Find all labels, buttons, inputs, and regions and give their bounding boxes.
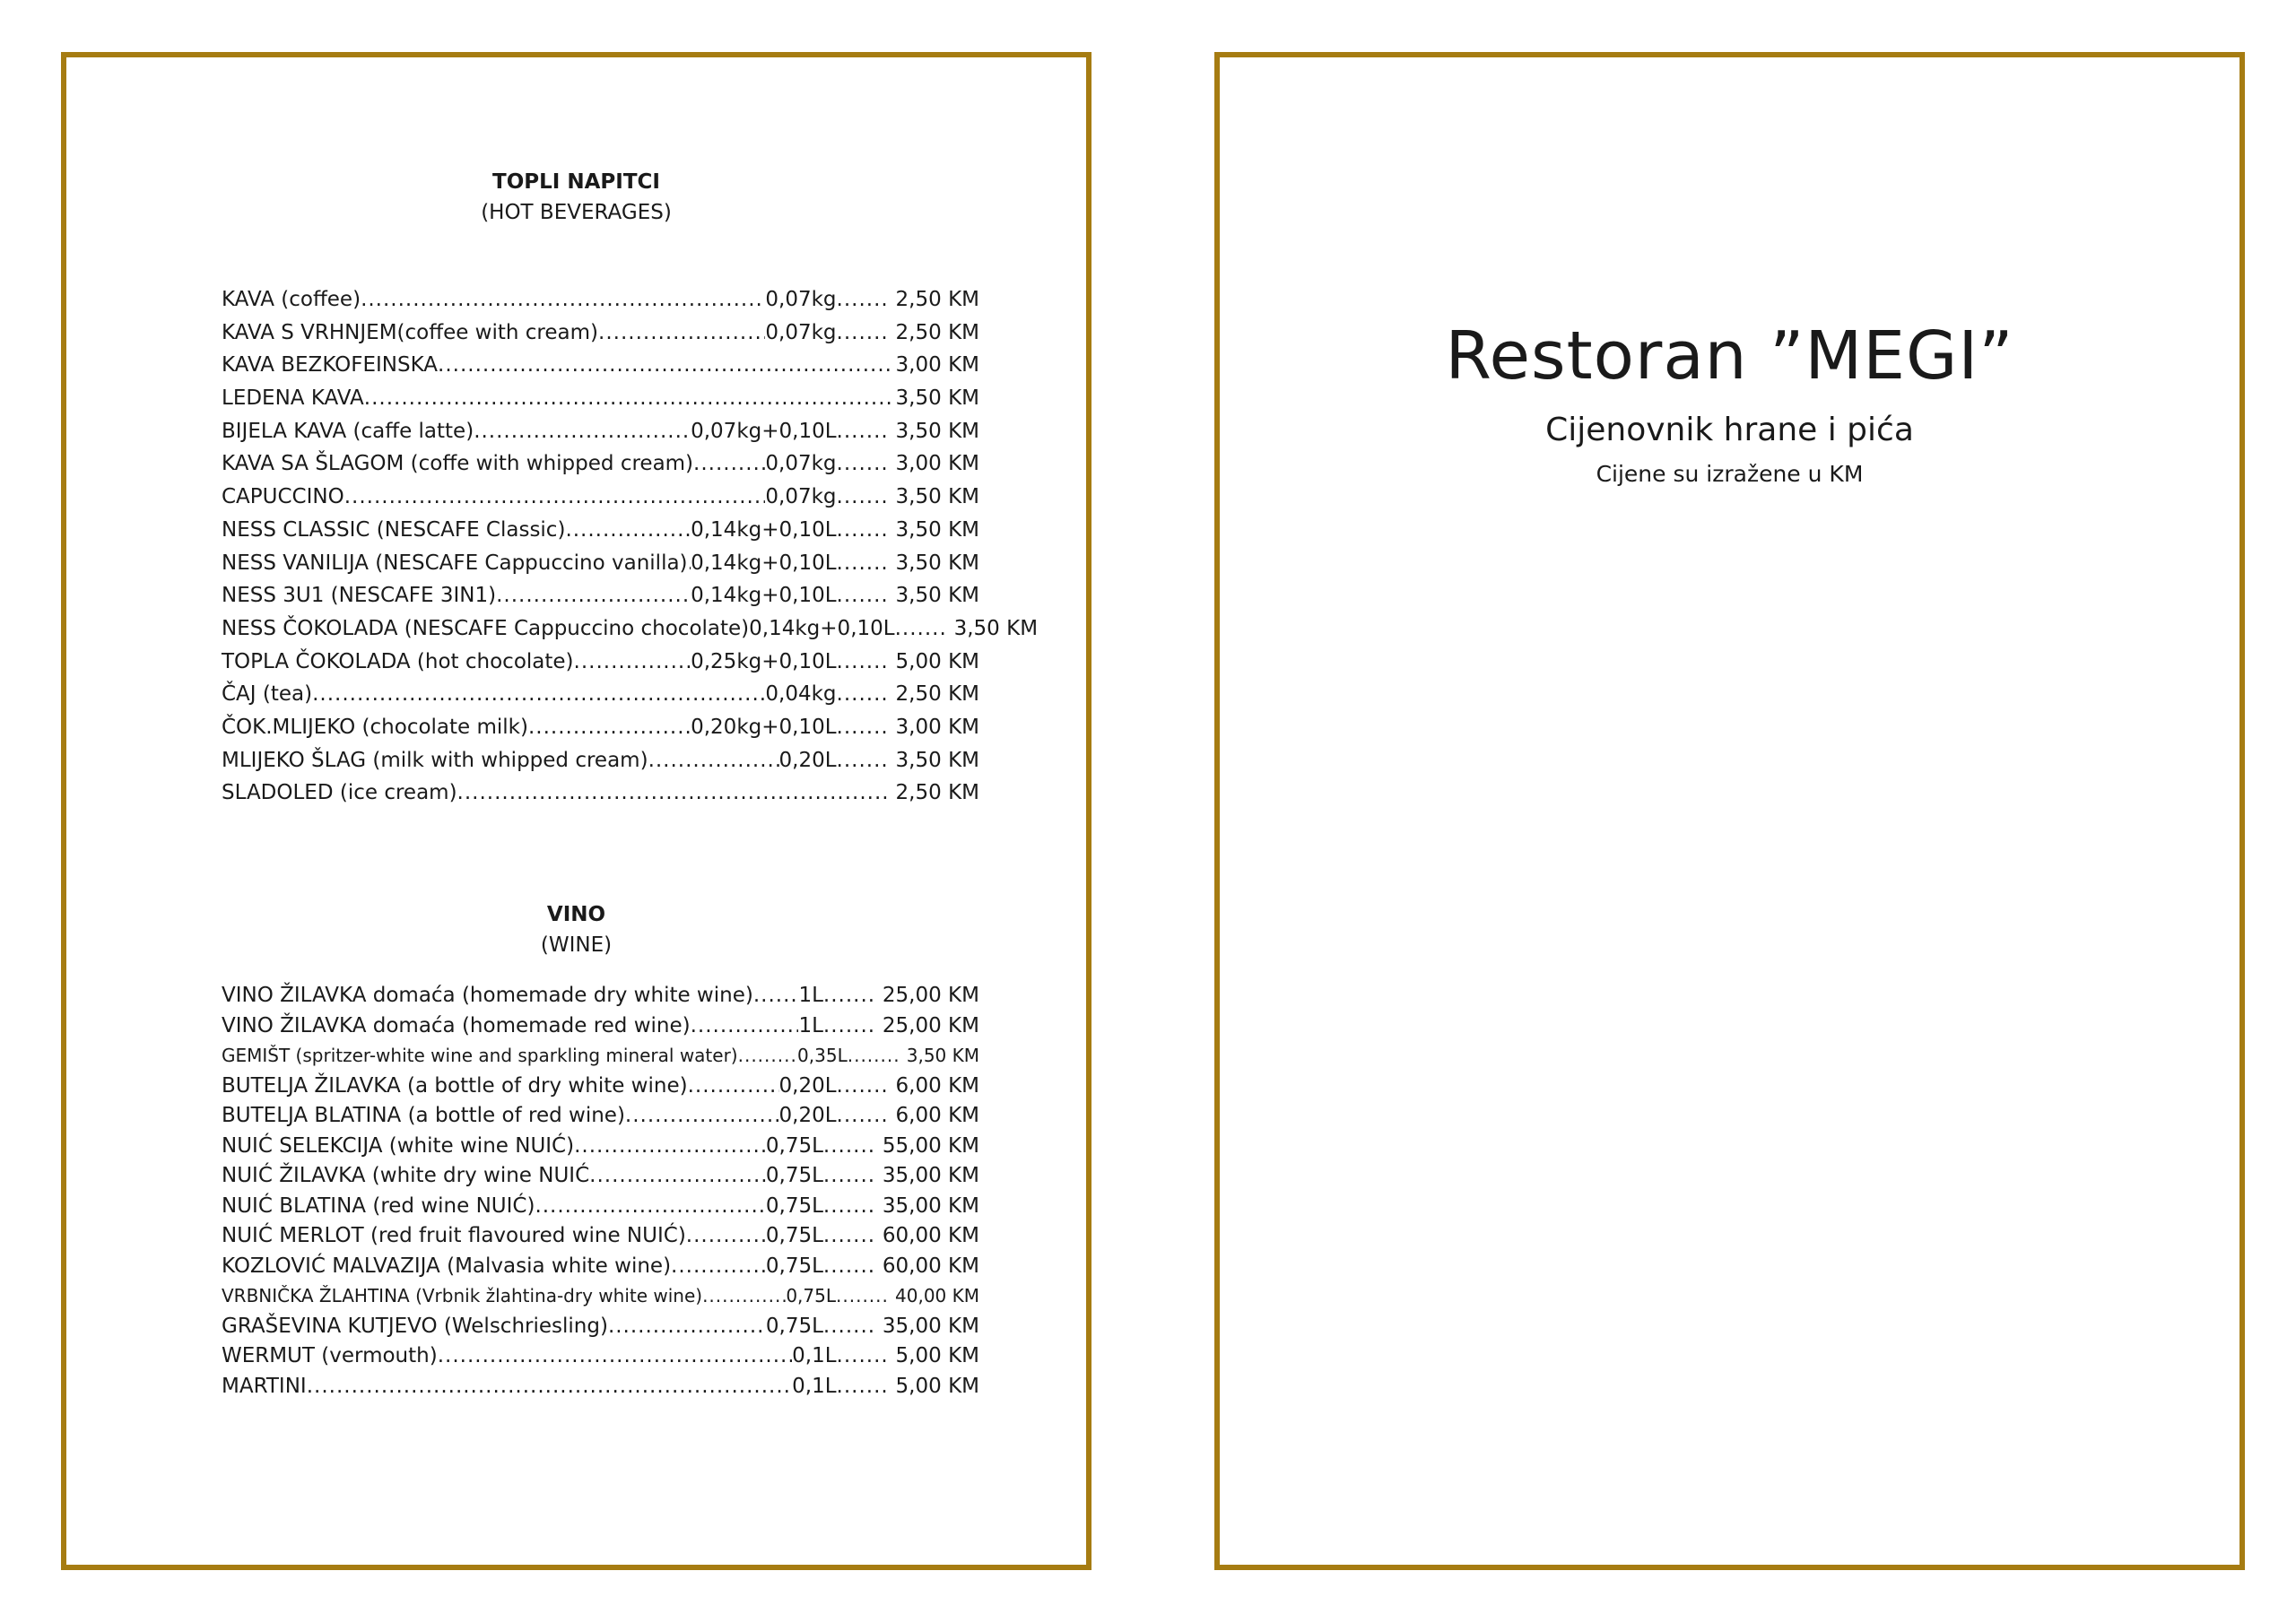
dot-leader: [688, 1072, 779, 1102]
dot-leader: [837, 711, 891, 744]
menu-item-name: BUTELJA BLATINA (a bottle of red wine): [222, 1104, 625, 1127]
menu-item-row: [222, 317, 979, 350]
menu-item-price: 5,00 KM: [895, 1374, 979, 1398]
menu-item-quantity: 0,75L: [765, 1133, 823, 1158]
menu-item-quantity: 0,07kg: [765, 452, 837, 476]
menu-item-row: [222, 744, 979, 777]
menu-item-name: TOPLA ČOKOLADA (hot chocolate): [222, 649, 574, 673]
menu-item-name: KAVA BEZKOFEINSKA: [222, 353, 439, 378]
menu-item-quantity: 0,75L: [765, 1193, 823, 1218]
menu-item-row: [222, 1041, 979, 1072]
menu-item-name: VRBNIČKA ŽLAHTINA (Vrbnik žlahtina-dry white wine): [222, 1285, 703, 1306]
menu-item-row: [222, 1221, 979, 1252]
menu-page-right: [1214, 52, 2245, 1570]
dot-leader: [344, 481, 766, 514]
dot-leader: [474, 415, 691, 448]
menu-item-price: 2,50 KM: [895, 320, 979, 344]
dot-leader: [837, 744, 891, 777]
menu-item-price: 40,00 KM: [895, 1285, 979, 1306]
dot-leader: [837, 1341, 891, 1372]
dot-leader: [535, 1192, 765, 1222]
menu-item-quantity: 0,14kg+0,10L: [691, 551, 837, 575]
menu-item-quantity: 0,07kg: [765, 485, 837, 509]
menu-item-quantity: 0,25kg+0,10L: [691, 649, 837, 673]
dot-leader: [836, 1281, 890, 1312]
dot-leader: [823, 1192, 877, 1222]
menu-item-row: [222, 349, 979, 382]
menu-item-quantity: 0,07kg: [765, 288, 837, 311]
dot-leader: [438, 349, 891, 382]
dot-leader: [608, 1312, 766, 1342]
menu-item-price: 6,00 KM: [895, 1073, 979, 1098]
wine-list: [222, 981, 979, 1402]
dot-leader: [625, 1101, 779, 1132]
menu-item-name: ČOK.MLIJEKO (chocolate milk): [222, 715, 528, 739]
menu-item-name: VINO ŽILAVKA domaća (homemade red wine): [222, 1013, 691, 1037]
menu-item-name: NESS 3U1 (NESCAFE 3IN1): [222, 584, 497, 608]
menu-item-price: 60,00 KM: [882, 1224, 979, 1247]
dot-leader: [496, 579, 691, 612]
menu-item-price: 60,00 KM: [882, 1254, 979, 1278]
menu-item-quantity: 0,1L: [792, 1344, 837, 1367]
menu-item-row: [222, 1011, 979, 1042]
menu-item-price: 3,50 KM: [895, 386, 979, 411]
dot-leader: [589, 1161, 766, 1192]
dot-leader: [837, 547, 891, 580]
menu-item-name: LEDENA KAVA: [222, 386, 364, 411]
dot-leader: [702, 1281, 786, 1312]
menu-item-row: [222, 1132, 979, 1162]
menu-item-name: ČAJ (tea): [222, 682, 313, 707]
menu-item-price: 35,00 KM: [882, 1164, 979, 1187]
dot-leader: [823, 1161, 877, 1192]
dot-leader: [364, 382, 891, 415]
menu-item-name: KOZLOVIĆ MALVAZIJA (Malvasia white wine): [222, 1254, 672, 1278]
menu-item-name: NUIĆ SELEKCIJA (white wine NUIĆ): [222, 1133, 575, 1158]
menu-item-quantity: 1L: [798, 1013, 823, 1037]
menu-item-quantity: 0,04kg: [765, 682, 837, 707]
menu-item-price: 2,50 KM: [895, 288, 979, 311]
dot-leader: [565, 514, 691, 547]
menu-item-name: VINO ŽILAVKA domaća (homemade dry white wine): [222, 984, 753, 1007]
menu-item-row: [222, 1161, 979, 1192]
menu-item-row: [222, 981, 979, 1011]
dot-leader: [438, 1341, 792, 1372]
menu-item-price: 3,50 KM: [906, 1045, 979, 1066]
menu-item-price: 3,00 KM: [895, 452, 979, 476]
menu-item-price: 3,50 KM: [895, 517, 979, 542]
menu-item-row: [222, 415, 979, 448]
menu-item-name: NUIĆ ŽILAVKA (white dry wine NUIĆ: [222, 1164, 590, 1187]
dot-leader: [837, 481, 891, 514]
menu-item-quantity: 0,14kg+0,10L: [691, 517, 837, 542]
menu-item-row: [222, 283, 979, 317]
menu-item-row: [222, 646, 979, 679]
dot-leader: [361, 283, 765, 317]
menu-item-quantity: 0,14kg+0,10L: [691, 584, 837, 608]
dot-leader: [823, 1132, 877, 1162]
menu-item-price: 3,50 KM: [895, 551, 979, 575]
menu-item-row: [222, 579, 979, 612]
dot-leader: [823, 1221, 877, 1252]
dot-leader: [738, 1041, 797, 1072]
menu-item-name: NUIĆ MERLOT (red fruit flavoured wine NUIĆ): [222, 1224, 686, 1247]
menu-item-name: CAPUCCINO: [222, 485, 344, 509]
menu-item-row: [222, 612, 1039, 646]
dot-leader: [837, 1101, 891, 1132]
menu-item-name: BIJELA KAVA (caffe latte): [222, 419, 474, 443]
dot-leader: [598, 317, 765, 350]
menu-item-name: KAVA SA ŠLAGOM (coffe with whipped cream): [222, 452, 694, 476]
dot-leader: [895, 612, 949, 646]
menu-item-price: 2,50 KM: [895, 682, 979, 707]
menu-item-quantity: 0,75L: [765, 1254, 823, 1278]
menu-item-name: KAVA (coffee): [222, 288, 361, 311]
dot-leader: [823, 981, 877, 1011]
menu-item-quantity: 0,75L: [786, 1285, 837, 1306]
menu-item-quantity: 0,75L: [765, 1164, 823, 1187]
menu-item-row: [222, 1252, 979, 1282]
currency-note: Cijene su izražene u KM: [1596, 461, 1864, 487]
menu-item-row: [222, 1372, 979, 1402]
dot-leader: [574, 1132, 766, 1162]
menu-item-quantity: 0,20L: [778, 1104, 837, 1127]
dot-leader: [648, 744, 779, 777]
menu-item-name: BUTELJA ŽILAVKA (a bottle of dry white wine): [222, 1073, 688, 1098]
menu-item-price: 3,50 KM: [895, 584, 979, 608]
menu-item-name: SLADOLED (ice cream): [222, 781, 457, 805]
menu-item-name: WERMUT (vermouth): [222, 1344, 438, 1367]
dot-leader: [457, 777, 891, 810]
menu-item-price: 5,00 KM: [895, 1344, 979, 1367]
menu-item-row: [222, 382, 979, 415]
menu-item-price: 35,00 KM: [882, 1314, 979, 1338]
menu-item-row: [222, 547, 979, 580]
menu-item-price: 25,00 KM: [882, 1013, 979, 1037]
menu-item-price: 2,50 KM: [895, 781, 979, 805]
menu-item-row: [222, 447, 979, 481]
dot-leader: [837, 678, 891, 711]
menu-item-price: 5,00 KM: [895, 649, 979, 673]
dot-leader: [691, 1011, 799, 1042]
dot-leader: [307, 1372, 792, 1402]
dot-leader: [686, 1221, 766, 1252]
menu-item-row: [222, 1192, 979, 1222]
dot-leader: [574, 646, 691, 679]
dot-leader: [848, 1041, 901, 1072]
menu-item-quantity: 0,14kg+0,10L: [749, 616, 895, 640]
dot-leader: [753, 981, 799, 1011]
menu-item-name: KAVA S VRHNJEM(coffee with cream): [222, 320, 599, 344]
menu-item-row: [222, 711, 979, 744]
menu-item-row: [222, 1281, 979, 1312]
menu-subtitle: Cijenovnik hrane i pića: [1545, 412, 1914, 448]
menu-item-price: 25,00 KM: [882, 984, 979, 1007]
menu-item-quantity: 0,20L: [778, 748, 837, 772]
menu-item-price: 6,00 KM: [895, 1104, 979, 1127]
dot-leader: [837, 415, 891, 448]
menu-item-quantity: 0,07kg: [765, 320, 837, 344]
menu-item-row: [222, 1312, 979, 1342]
menu-page-left: [61, 52, 1091, 1570]
hot-beverages-subtitle: (HOT BEVERAGES): [481, 201, 672, 224]
hot-beverages-title: TOPLI NAPITCI: [492, 170, 660, 194]
dot-leader: [693, 447, 765, 481]
menu-item-quantity: 0,20kg+0,10L: [691, 715, 837, 739]
dot-leader: [823, 1252, 877, 1282]
menu-item-name: MLIJEKO ŠLAG (milk with whipped cream): [222, 748, 648, 772]
menu-item-row: [222, 1101, 979, 1132]
menu-item-price: 35,00 KM: [882, 1193, 979, 1218]
menu-item-price: 55,00 KM: [882, 1133, 979, 1158]
menu-item-name: GEMIŠT (spritzer-white wine and sparkling mineral water): [222, 1045, 738, 1066]
dot-leader: [528, 711, 691, 744]
menu-item-row: [222, 514, 979, 547]
menu-item-price: 3,50 KM: [895, 419, 979, 443]
menu-item-quantity: 0,20L: [778, 1073, 837, 1098]
menu-item-price: 3,50 KM: [953, 616, 1039, 640]
menu-item-price: 3,50 KM: [895, 485, 979, 509]
dot-leader: [837, 1372, 891, 1402]
menu-item-row: [222, 1072, 979, 1102]
menu-item-price: 3,00 KM: [895, 353, 979, 378]
menu-item-row: [222, 678, 979, 711]
menu-item-quantity: 0,07kg+0,10L: [691, 419, 837, 443]
dot-leader: [823, 1011, 877, 1042]
menu-item-quantity: 1L: [798, 984, 823, 1007]
dot-leader: [837, 1072, 891, 1102]
menu-item-name: MARTINI: [222, 1374, 307, 1398]
menu-item-price: 3,50 KM: [895, 748, 979, 772]
dot-leader: [837, 514, 891, 547]
dot-leader: [837, 646, 891, 679]
menu-item-quantity: 0,35L: [797, 1045, 848, 1066]
menu-item-name: NESS CLASSIC (NESCAFE Classic): [222, 517, 566, 542]
dot-leader: [823, 1312, 877, 1342]
dot-leader: [312, 678, 765, 711]
hot-beverages-list: [222, 283, 1039, 810]
menu-item-quantity: 0,1L: [792, 1374, 837, 1398]
menu-item-name: NESS VANILIJA (NESCAFE Cappuccino vanilla): [222, 551, 688, 575]
menu-item-row: [222, 1341, 979, 1372]
dot-leader: [837, 447, 891, 481]
menu-item-row: [222, 481, 979, 514]
wine-title: VINO: [546, 903, 606, 926]
menu-item-name: NESS ČOKOLADA (NESCAFE Cappuccino chocolate): [222, 616, 750, 640]
menu-item-name: NUIĆ BLATINA (red wine NUIĆ): [222, 1193, 535, 1218]
menu-item-price: 3,00 KM: [895, 715, 979, 739]
dot-leader: [671, 1252, 766, 1282]
menu-item-name: GRAŠEVINA KUTJEVO (Welschriesling): [222, 1314, 608, 1338]
restaurant-title: Restoran ”MEGI”: [1445, 317, 2014, 395]
wine-subtitle: (WINE): [540, 933, 613, 957]
menu-item-quantity: 0,75L: [765, 1224, 823, 1247]
dot-leader: [837, 283, 891, 317]
menu-item-row: [222, 777, 979, 810]
dot-leader: [837, 317, 891, 350]
dot-leader: [837, 579, 891, 612]
menu-item-quantity: 0,75L: [765, 1314, 823, 1338]
